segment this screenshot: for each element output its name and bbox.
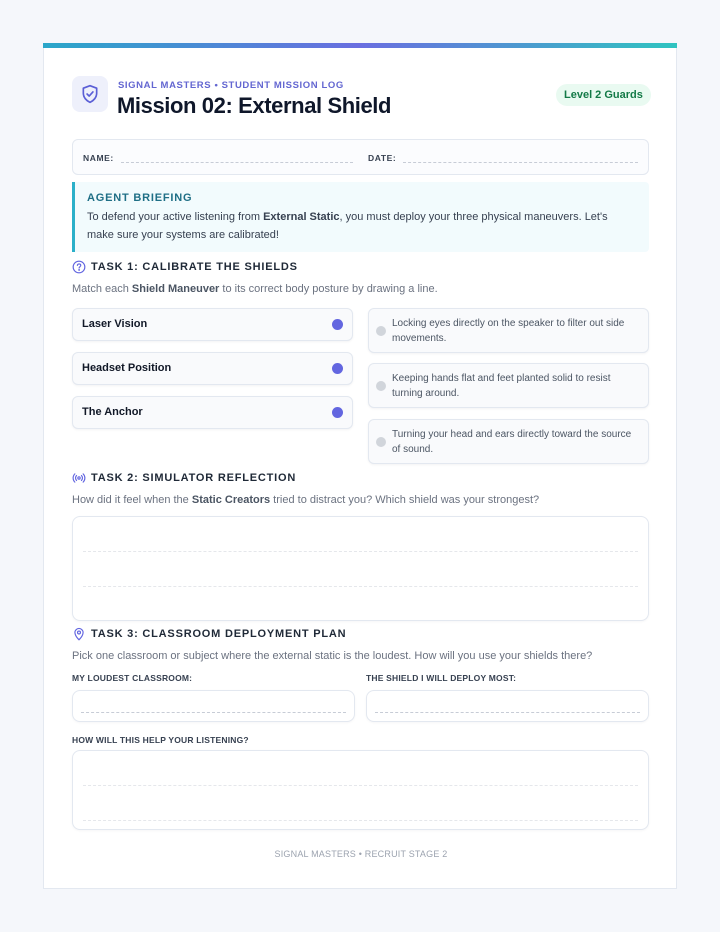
help-listening-textarea[interactable] bbox=[72, 750, 649, 830]
date-field[interactable] bbox=[403, 162, 638, 163]
gradient-top-bar bbox=[43, 43, 677, 48]
maneuver-card[interactable] bbox=[72, 352, 353, 385]
writing-line bbox=[375, 712, 640, 713]
name-date-row bbox=[72, 139, 649, 175]
task1-desc: Match each Shield Maneuver to its correct body posture by drawing a line. bbox=[72, 283, 438, 295]
connector-dot[interactable] bbox=[332, 363, 343, 374]
connector-dot[interactable] bbox=[376, 437, 386, 447]
level-badge: Level 2 Guards bbox=[556, 84, 651, 106]
posture-text: Locking eyes directly on the speaker to filter out side movements. bbox=[392, 318, 625, 344]
connector-dot[interactable] bbox=[332, 319, 343, 330]
maneuver-card[interactable] bbox=[72, 396, 353, 429]
writing-line bbox=[83, 551, 638, 552]
maneuver-label: The Anchor bbox=[82, 406, 143, 418]
map-pin-icon bbox=[72, 627, 86, 641]
connector-dot[interactable] bbox=[332, 407, 343, 418]
task3-title: TASK 3: CLASSROOM DEPLOYMENT PLAN bbox=[91, 628, 347, 640]
briefing-text: To defend your active listening from External Static, you must deploy your three physical maneuvers. Let's make sure your systems are calibrated! bbox=[87, 211, 608, 241]
shield-check-icon bbox=[72, 76, 108, 112]
posture-text: Keeping hands flat and feet planted solid to resist turning around. bbox=[392, 373, 611, 399]
task3-desc: Pick one classroom or subject where the external static is the loudest. How will you use your shields there? bbox=[72, 650, 593, 662]
posture-card[interactable] bbox=[368, 308, 649, 353]
page-title: Mission 02: External Shield bbox=[117, 93, 392, 118]
name-field[interactable] bbox=[121, 162, 353, 163]
name-label: NAME: bbox=[83, 153, 114, 163]
task1-heading bbox=[72, 260, 298, 274]
maneuver-label: Laser Vision bbox=[82, 318, 148, 330]
task1-title: TASK 1: CALIBRATE THE SHIELDS bbox=[91, 261, 298, 273]
connector-dot[interactable] bbox=[376, 381, 386, 391]
posture-card[interactable] bbox=[368, 419, 649, 464]
broadcast-icon bbox=[72, 471, 86, 485]
task2-title: TASK 2: SIMULATOR REFLECTION bbox=[91, 472, 297, 484]
briefing-bold: External Static bbox=[263, 211, 340, 223]
writing-line bbox=[81, 712, 346, 713]
writing-line bbox=[83, 820, 638, 821]
question-circle-icon bbox=[72, 260, 86, 274]
shield-deploy-input[interactable] bbox=[366, 690, 649, 722]
date-label: DATE: bbox=[368, 153, 397, 163]
agent-briefing bbox=[72, 182, 649, 252]
posture-text: Turning your head and ears directly toward the source of sound. bbox=[392, 429, 632, 455]
briefing-title: AGENT BRIEFING bbox=[87, 192, 193, 204]
shield-deploy-label: THE SHIELD I WILL DEPLOY MOST: bbox=[366, 673, 517, 683]
loudest-classroom-input[interactable] bbox=[72, 690, 355, 722]
task3-heading bbox=[72, 627, 346, 641]
maneuver-label: Headset Position bbox=[82, 362, 172, 374]
writing-line bbox=[83, 785, 638, 786]
writing-line bbox=[83, 586, 638, 587]
help-listening-label: HOW WILL THIS HELP YOUR LISTENING? bbox=[72, 735, 249, 745]
task2-desc: How did it feel when the Static Creators tried to distract you? Which shield was your strongest? bbox=[72, 494, 540, 506]
worksheet bbox=[43, 43, 677, 889]
loudest-classroom-label: MY LOUDEST CLASSROOM: bbox=[72, 673, 193, 683]
reflection-textarea[interactable] bbox=[72, 516, 649, 621]
connector-dot[interactable] bbox=[376, 326, 386, 336]
header-eyebrow: SIGNAL MASTERS • STUDENT MISSION LOG bbox=[118, 80, 344, 91]
posture-card[interactable] bbox=[368, 363, 649, 408]
maneuver-card[interactable] bbox=[72, 308, 353, 341]
task2-heading bbox=[72, 471, 296, 485]
footer: SIGNAL MASTERS • RECRUIT STAGE 2 bbox=[274, 849, 448, 859]
